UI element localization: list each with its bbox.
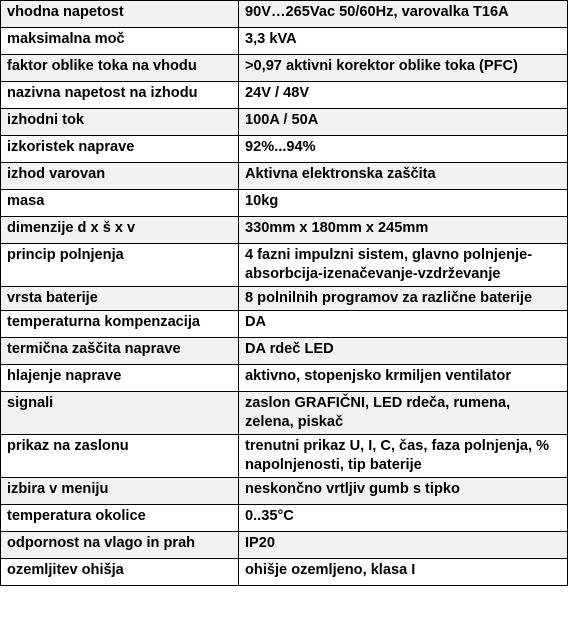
table-row: [1, 190, 568, 217]
spec-label: izhod varovan: [1, 163, 239, 190]
spec-label: temperatura okolice: [1, 505, 239, 532]
spec-value: 24V / 48V: [239, 82, 568, 109]
spec-value: 0..35°C: [239, 505, 568, 532]
spec-value: ohišje ozemljeno, klasa I: [239, 559, 568, 586]
spec-value: 90V…265Vac 50/60Hz, varovalka T16A: [239, 1, 568, 28]
spec-label: vrsta baterije: [1, 287, 239, 311]
spec-value: 92%...94%: [239, 136, 568, 163]
table-row: [1, 55, 568, 82]
table-row: [1, 82, 568, 109]
spec-label: odpornost na vlago in prah: [1, 532, 239, 559]
spec-value: Aktivna elektronska zaščita: [239, 163, 568, 190]
spec-label: dimenzije d x š x v: [1, 217, 239, 244]
spec-label: masa: [1, 190, 239, 217]
spec-value: 10kg: [239, 190, 568, 217]
spec-value: neskončno vrtljiv gumb s tipko: [239, 478, 568, 505]
table-row: [1, 287, 568, 311]
table-row: [1, 532, 568, 559]
spec-value: aktivno, stopenjsko krmiljen ventilator: [239, 365, 568, 392]
table-row: [1, 244, 568, 287]
spec-value: >0,97 aktivni korektor oblike toka (PFC): [239, 55, 568, 82]
table-row: [1, 109, 568, 136]
spec-label: izhodni tok: [1, 109, 239, 136]
spec-label: nazivna napetost na izhodu: [1, 82, 239, 109]
table-row: [1, 28, 568, 55]
table-row: [1, 505, 568, 532]
table-row: [1, 392, 568, 435]
spec-value: trenutni prikaz U, I, C, čas, faza polnjenja, % napolnjenosti, tip baterije: [239, 435, 568, 478]
table-row: [1, 311, 568, 338]
table-row: [1, 559, 568, 586]
spec-label: izbira v meniju: [1, 478, 239, 505]
table-row: [1, 435, 568, 478]
spec-label: prikaz na zaslonu: [1, 435, 239, 478]
spec-value: 3,3 kVA: [239, 28, 568, 55]
spec-label: maksimalna moč: [1, 28, 239, 55]
table-row: [1, 478, 568, 505]
table-row: [1, 163, 568, 190]
spec-label: ozemljitev ohišja: [1, 559, 239, 586]
spec-value: 8 polnilnih programov za različne baterije: [239, 287, 568, 311]
table-row: [1, 365, 568, 392]
spec-value: IP20: [239, 532, 568, 559]
spec-label: temperaturna kompenzacija: [1, 311, 239, 338]
spec-label: izkoristek naprave: [1, 136, 239, 163]
spec-value: 4 fazni impulzni sistem, glavno polnjenje-absorbcija-izenačevanje-vzdrževanje: [239, 244, 568, 287]
table-row: [1, 1, 568, 28]
table-row: [1, 136, 568, 163]
spec-value: 100A / 50A: [239, 109, 568, 136]
spec-label: signali: [1, 392, 239, 435]
spec-label: hlajenje naprave: [1, 365, 239, 392]
spec-value: 330mm x 180mm x 245mm: [239, 217, 568, 244]
table-row: [1, 217, 568, 244]
spec-label: vhodna napetost: [1, 1, 239, 28]
spec-value: DA rdeč LED: [239, 338, 568, 365]
spec-value: DA: [239, 311, 568, 338]
spec-label: faktor oblike toka na vhodu: [1, 55, 239, 82]
table-row: [1, 338, 568, 365]
spec-label: princip polnjenja: [1, 244, 239, 287]
spec-value: zaslon GRAFIČNI, LED rdeča, rumena, zelena, piskač: [239, 392, 568, 435]
spec-label: termična zaščita naprave: [1, 338, 239, 365]
